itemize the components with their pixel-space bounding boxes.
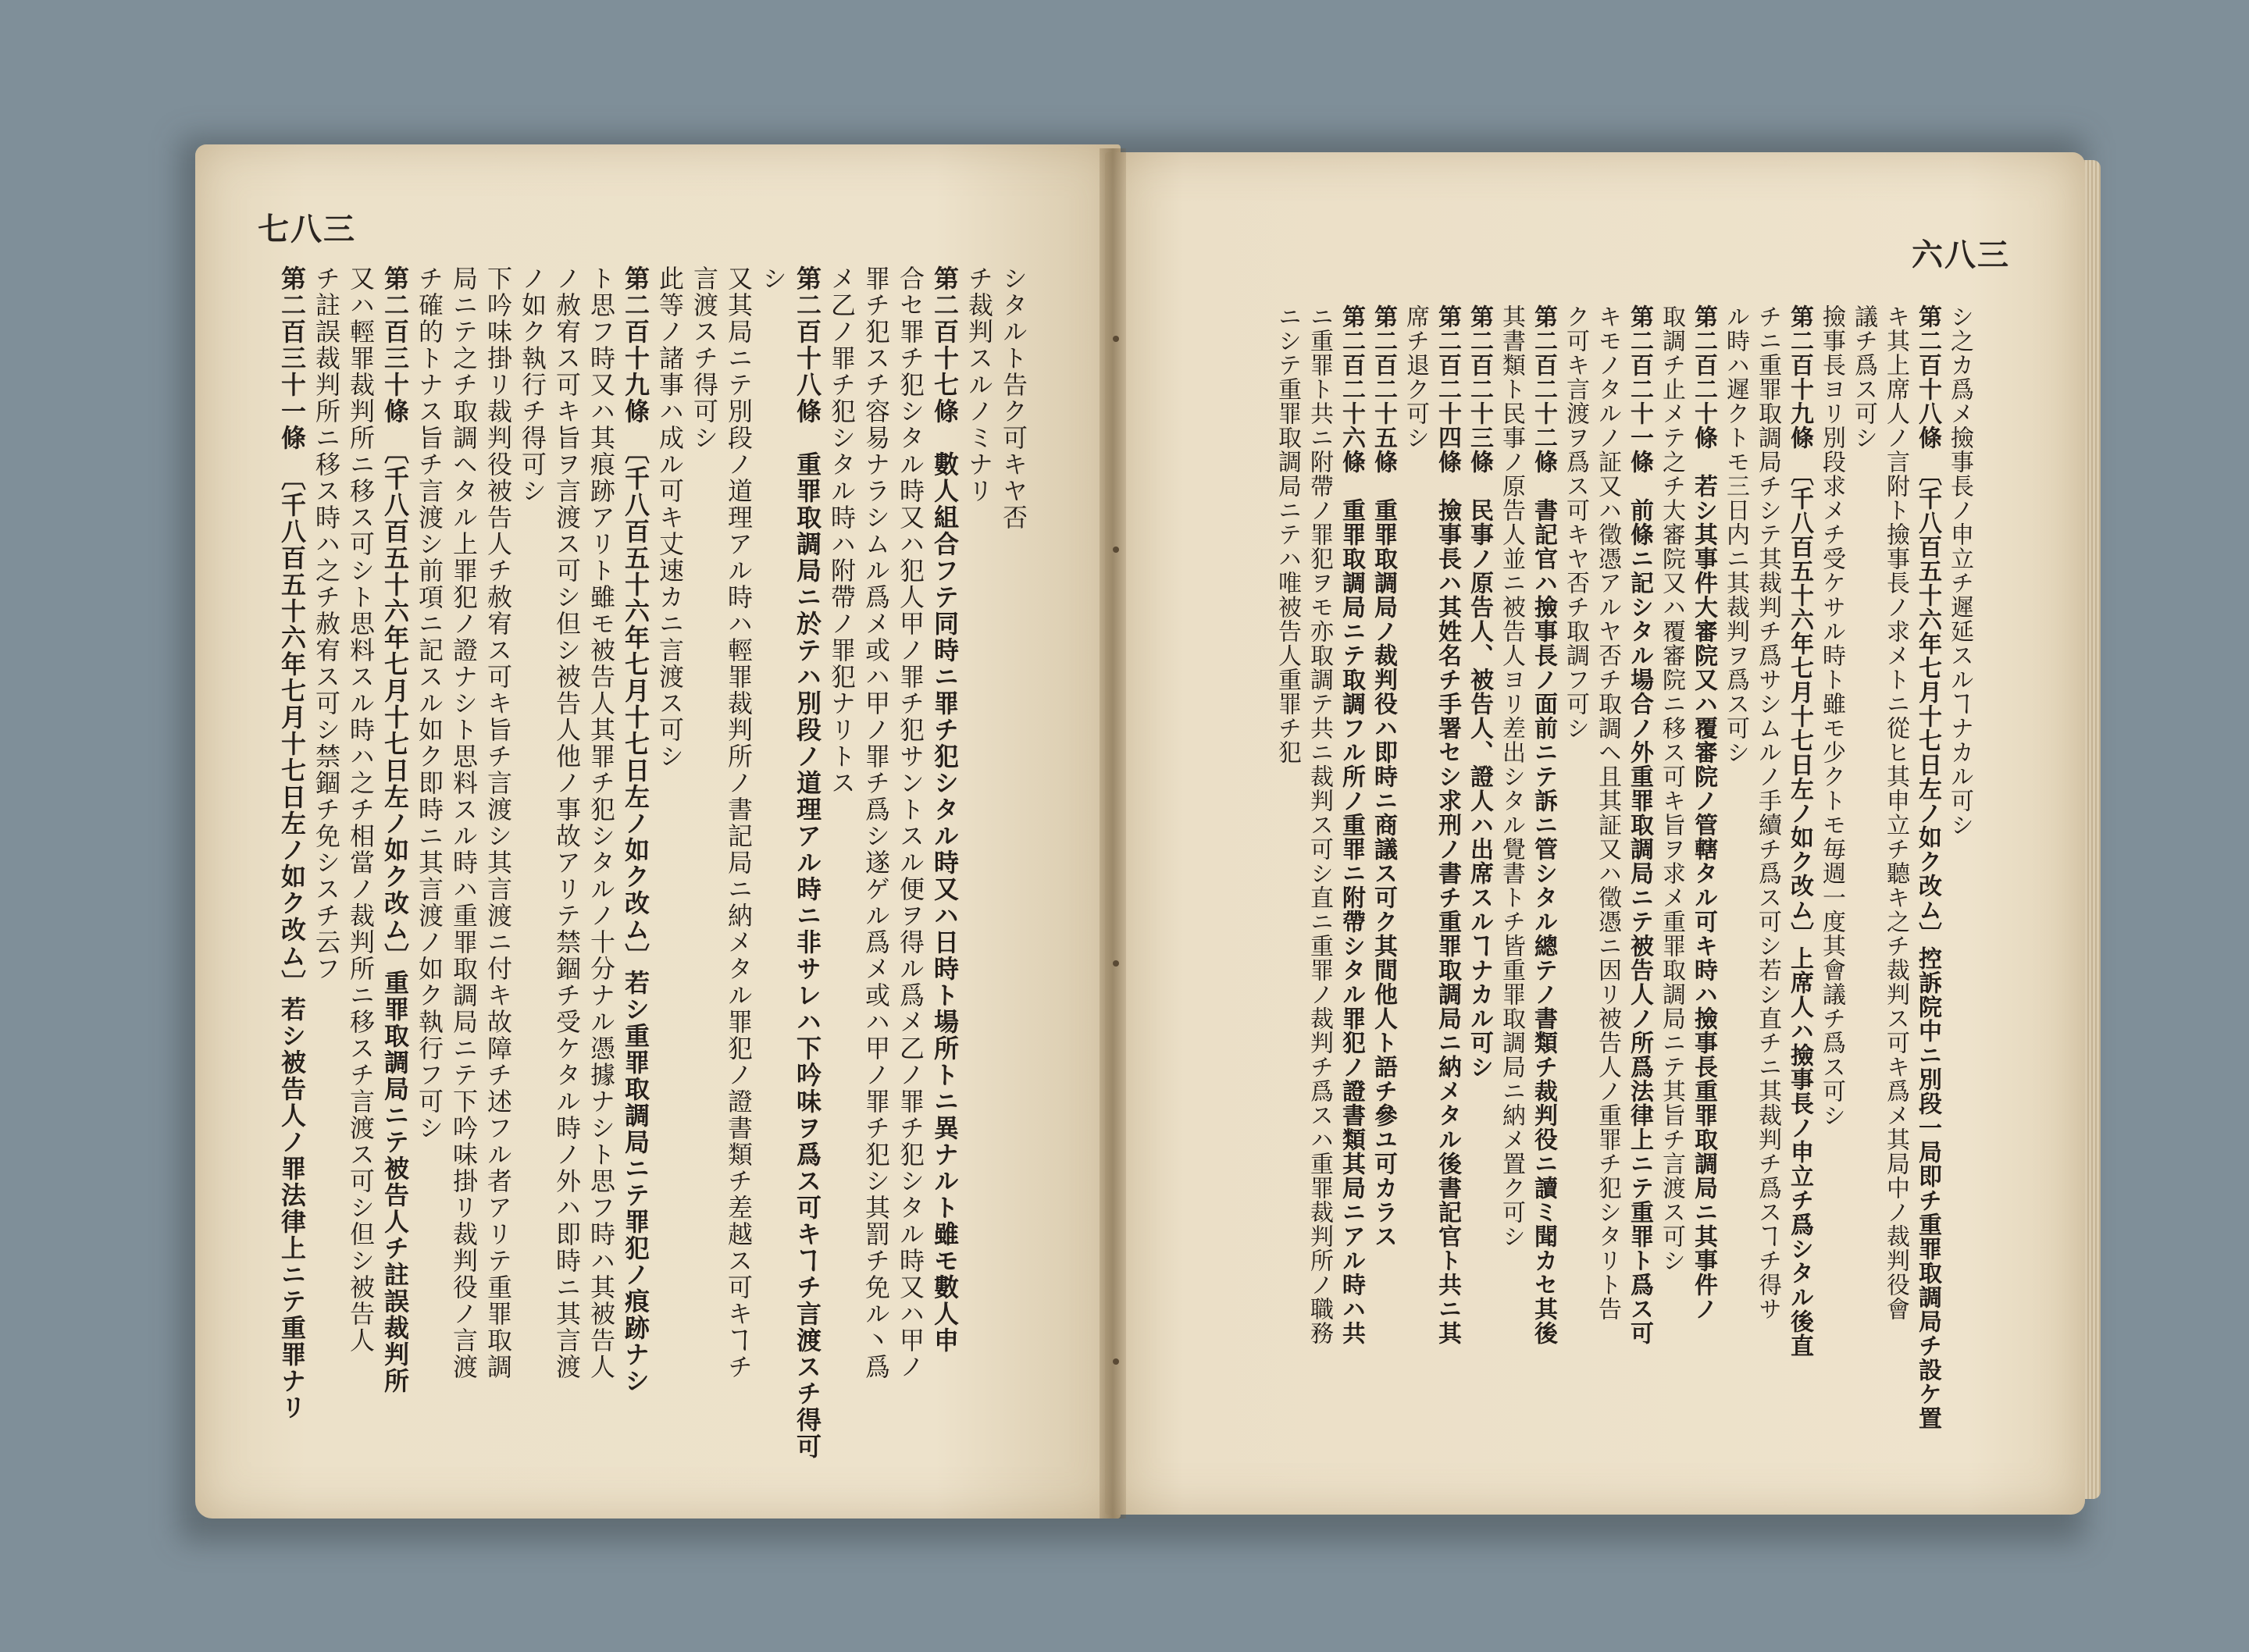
left-page-number: 七八三 [258,211,356,247]
text-line: 席チ退ク可シ [1402,304,1429,450]
text-line: ニ重罪ト共ニ附帶ノ罪犯ヲモ亦取調テ共ニ裁判ス可シ直ニ重罪ノ裁判チ爲スハ重罪裁判所ノ職務 [1306,304,1333,1345]
text-line: ル時ハ遲クトモ三日内ニ其裁判ヲ爲ス可シ [1722,304,1749,764]
article-line: 第二百十九條 〔千八百五十六年七月十七日左ノ如ク改ム〕若シ重罪取調局ニテ罪犯ノ痕跡ナシ [621,265,650,1394]
text-line: チ註誤裁判所ニ移ス時ハ之チ赦宥ス可シ禁錮チ免シスチ云フ [312,265,341,982]
article-line: 第二百二十四條 撿事長ハ其姓名チ手署セシ求刑ノ書チ重罪取調局ニ納メタル後書記官ト共ニ其 [1434,304,1461,1345]
article-line: 第二百二十六條 重罪取調局ニテ取調フル所ノ重罪ニ附帶シタル罪犯ノ證書類其局ニアル時ハ共 [1338,304,1365,1345]
text-line: 罪チ犯スチ容易ナラシムル爲メ或ハ甲ノ罪チ爲シ遂ゲル爲メ或ハ甲ノ罪チ犯シ其罰チ免ル丶爲 [861,265,891,1380]
text-line: シタルト告ク可キヤ否 [999,265,1028,531]
article-line: 第二百十七條 數人組合フテ同時ニ罪チ犯シタル時又ハ日時ト場所トニ異ナルト雖モ數人申 [930,265,960,1354]
text-line: キ其上席人ノ言附ト撿事長ノ求メトニ從ヒ其申立チ聽キ之チ裁判ス可キ爲メ其局中ノ裁判役會 [1882,304,1909,1321]
text-line: 議チ爲ス可シ [1850,304,1877,450]
text-line: 又ハ輕罪裁判所ニ移ス可シト思料スル時ハ之チ相當ノ裁判所ニ移スチ言渡ス可シ但シ被告人 [346,265,376,1354]
text-line: キモノタルノ証又ハ徵憑アルヤ否チ取調ヘ且其証又ハ徵憑ニ因リ被告人ノ重罪チ犯シタリト告 [1594,304,1621,1321]
text-line: 其書類ト民事ノ原告人並ニ被告人ヨリ差出シタル覺書トチ皆重罪取調局ニ納メ置ク可シ [1498,304,1525,1248]
article-line: 第二百十八條 重罪取調局ニ於テハ別段ノ道理アル時ニ非サレハ下吟味ヲ爲ス可キヿチ言渡スチ得可 [793,265,822,1460]
text-line: シ之カ爲メ撿事長ノ申立チ遲延スルヿナカル可シ [1946,304,1973,837]
right-page-number: 六八三 [1912,237,2010,273]
left-page-text [234,265,1031,1483]
article-line: 第二百二十一條 前條ニ記シタル場合ノ外重罪取調局ニテ被告人ノ所爲法律上ニテ重罪ト爲ス可 [1626,304,1653,1345]
text-line: ノ如ク執行チ得可シ [518,265,547,504]
text-line: ク可キ言渡ヲ爲ス可キヤ否チ取調フ可シ [1562,304,1589,740]
article-line: 第二百二十二條 書記官ハ撿事長ノ面前ニテ訴ニ管シタル總テノ書類チ裁判役ニ讀ミ聞カセ其後 [1530,304,1557,1345]
binding-stitch [1113,1358,1119,1365]
article-line: 第二百三十條 〔千八百五十六年七月十七日左ノ如ク改ム〕重罪取調局ニテ被告人チ註誤裁判所 [380,265,410,1394]
text-line: チニ重罪取調局チシテ其裁判チ爲サシムルノ手續チ爲ス可シ若シ直チニ其裁判チ爲スヿチ得サ [1754,304,1781,1321]
text-line: 言渡スチ得可シ [690,265,719,451]
text-line: 此等ノ諸事ハ成ル可キ丈速カニ言渡ス可シ [655,265,685,770]
text-line: 取調チ止メテ之チ大審院又ハ覆審院ニ移ス可キ旨ヲ求メ重罪取調局ニテ其旨チ言渡ス可シ [1658,304,1685,1273]
text-line: 合セ罪チ犯シタル時又ハ犯人甲ノ罪チ犯サントスル便ヲ得ル爲メ乙ノ罪チ犯シタル時又ハ甲ノ [896,265,925,1380]
article-line: 第二百三十一條 〔千八百五十六年七月十七日左ノ如ク改ム〕若シ被告人ノ罪法律上ニテ重罪ナリ [277,265,307,1421]
article-line: 第二百十九條 〔千八百五十六年七月十七日左ノ如ク改ム〕上席人ハ撿事長ノ申立チ爲シタル後直 [1786,304,1813,1358]
text-line: ニシテ重罪取調局ニテハ唯被告人重罪チ犯 [1274,304,1301,764]
text-line: 下吟味掛リ裁判役被告人チ赦宥ス可キ旨チ言渡シ其言渡ニ付キ故障チ述フル者アリテ重罪取調 [483,265,513,1380]
text-line: チ確的トナス旨チ言渡シ前項ニ記スル如ク即時ニ其言渡ノ如ク執行フ可シ [415,265,444,1141]
book-gutter [1100,148,1126,1518]
text-line: チ裁判スルノミナリ [964,265,994,504]
text-line: メ乙ノ罪チ犯シタル時ハ附帶ノ罪犯ナリトス [827,265,857,796]
text-line: 撿事長ヨリ別段求メチ受ケサル時ト雖モ少クトモ毎週一度其會議チ爲ス可シ [1818,304,1845,1127]
article-line: 第二百二十條 若シ其事件大審院又ハ覆審院ノ管轄タル可キ時ハ撿事長重罪取調局ニ其事件ノ [1690,304,1717,1321]
binding-stitch [1113,547,1119,553]
text-line: ノ赦宥ス可キ旨ヲ言渡ス可シ但シ被告人他ノ事故アリテ禁錮チ受ケタル時ノ外ハ即時ニ其言渡 [552,265,582,1380]
article-line: 第二百二十五條 重罪取調局ノ裁判役ハ即時ニ商議ス可ク其間他人ト語チ參ユ可カラス [1370,304,1397,1248]
text-line: 局ニテ之チ取調ヘタル上罪犯ノ證ナシト思料スル時ハ重罪取調局ニテ下吟味掛リ裁判役ノ言渡 [449,265,479,1380]
article-line: 第二百十八條 〔千八百五十六年七月十七日左ノ如ク改ム〕控訴院中ニ別段一局即チ重罪取調局チ設ケ置 [1914,304,1941,1430]
text-line: シ [758,265,788,292]
text-line: 又其局ニテ別段ノ道理アル時ハ輕罪裁判所ノ書記局ニ納メタル罪犯ノ證書類チ差越ス可キヿチ [724,265,754,1380]
right-page-text [1179,304,1976,1483]
article-line: 第二百二十三條 民事ノ原告人、被告人、證人ハ出席スルヿナカル可シ [1466,304,1493,1079]
binding-stitch [1113,960,1119,967]
text-line: ト思フ時又ハ其痕跡アリト雖モ被告人其罪チ犯シタルノ十分ナル憑據ナシト思フ時ハ其被告人 [586,265,616,1380]
binding-stitch [1113,336,1119,342]
